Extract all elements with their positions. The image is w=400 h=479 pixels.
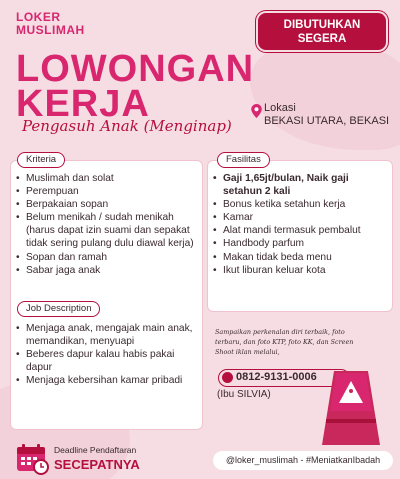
list-item: • Berpakaian sopan (16, 198, 204, 211)
list-item: • Menjaga anak, mengajak main anak, (16, 322, 204, 335)
brand-line-1: LOKER (16, 10, 61, 24)
facilities-label: Fasilitas (217, 152, 270, 168)
list-item: • Sabar jaga anak (16, 264, 204, 277)
badge-line-2: SEGERA (297, 33, 347, 45)
badge-line-1: DIBUTUHKAN (283, 19, 361, 31)
list-item: • Alat mandi termasuk pembalut (213, 224, 393, 237)
wet-floor-sign-icon (320, 367, 382, 447)
phone-icon (222, 372, 233, 383)
list-item: • Makan tidak beda menu (213, 251, 393, 264)
location-label: Lokasi (264, 102, 296, 114)
social-handle: @loker_muslimah - #MeniatkanIbadah (213, 451, 393, 470)
location-value: BEKASI UTARA, BEKASI (264, 115, 390, 127)
contact-name: (Ibu SILVIA) (217, 389, 271, 400)
note-line: Shoot iklan melalui, (215, 348, 280, 356)
deadline-value: SECEPATNYA (54, 457, 140, 472)
facilities-list (213, 172, 393, 277)
criteria-label: Kriteria (17, 152, 65, 168)
list-item: • Beberes dapur kalau habis pakai (16, 348, 204, 361)
job-description-label: Job Description (17, 301, 100, 317)
list-item: tidak sering pulang dulu diawal kerja) (26, 238, 194, 250)
list-item: • Gaji 1,65jt/bulan, Naik gaji (213, 172, 393, 185)
background-shape (250, 40, 400, 150)
list-item: memandikan, menyuapi (26, 336, 135, 348)
list-item: (harus dapat izin suami dan sepakat (26, 225, 190, 237)
location-pin-icon (251, 104, 262, 118)
list-item: • Ikut liburan keluar kota (213, 264, 393, 277)
list-item: • Perempuan (16, 185, 204, 198)
job-description-list (16, 322, 204, 387)
list-item: • Muslimah dan solat (16, 172, 204, 185)
title-line-1: LOWONGAN (16, 48, 255, 90)
brand-line-2: MUSLIMAH (16, 23, 85, 37)
deadline-label: Deadline Pendaftaran (54, 445, 137, 455)
list-item: • Menjaga kebersihan kamar pribadi (16, 374, 204, 387)
list-item: • Belum menikah / sudah menikah (16, 211, 204, 224)
list-item: • Handbody parfum (213, 237, 393, 250)
brand-logo (16, 11, 85, 37)
phone-number: 0812-9131-0006 (236, 371, 317, 383)
note-line: terbaru, dan foto KTP, foto KK, dan Screen (215, 338, 354, 346)
list-item: • Sopan dan ramah (16, 251, 204, 264)
calendar-clock-icon (16, 443, 50, 475)
list-item: dapur (26, 362, 53, 374)
application-note (215, 327, 393, 357)
note-line: Sampaikan perkenalan diri terbaik, foto (215, 328, 345, 336)
list-item: setahun 2 kali (223, 186, 291, 198)
title-line-2: KERJA (16, 83, 150, 125)
criteria-list (16, 172, 204, 277)
page-title (16, 48, 255, 125)
list-item: • Bonus ketika setahun kerja (213, 198, 393, 211)
list-item: • Kamar (213, 211, 393, 224)
job-subtitle: Pengasuh Anak (Menginap) (22, 117, 232, 135)
urgent-badge (258, 13, 386, 50)
